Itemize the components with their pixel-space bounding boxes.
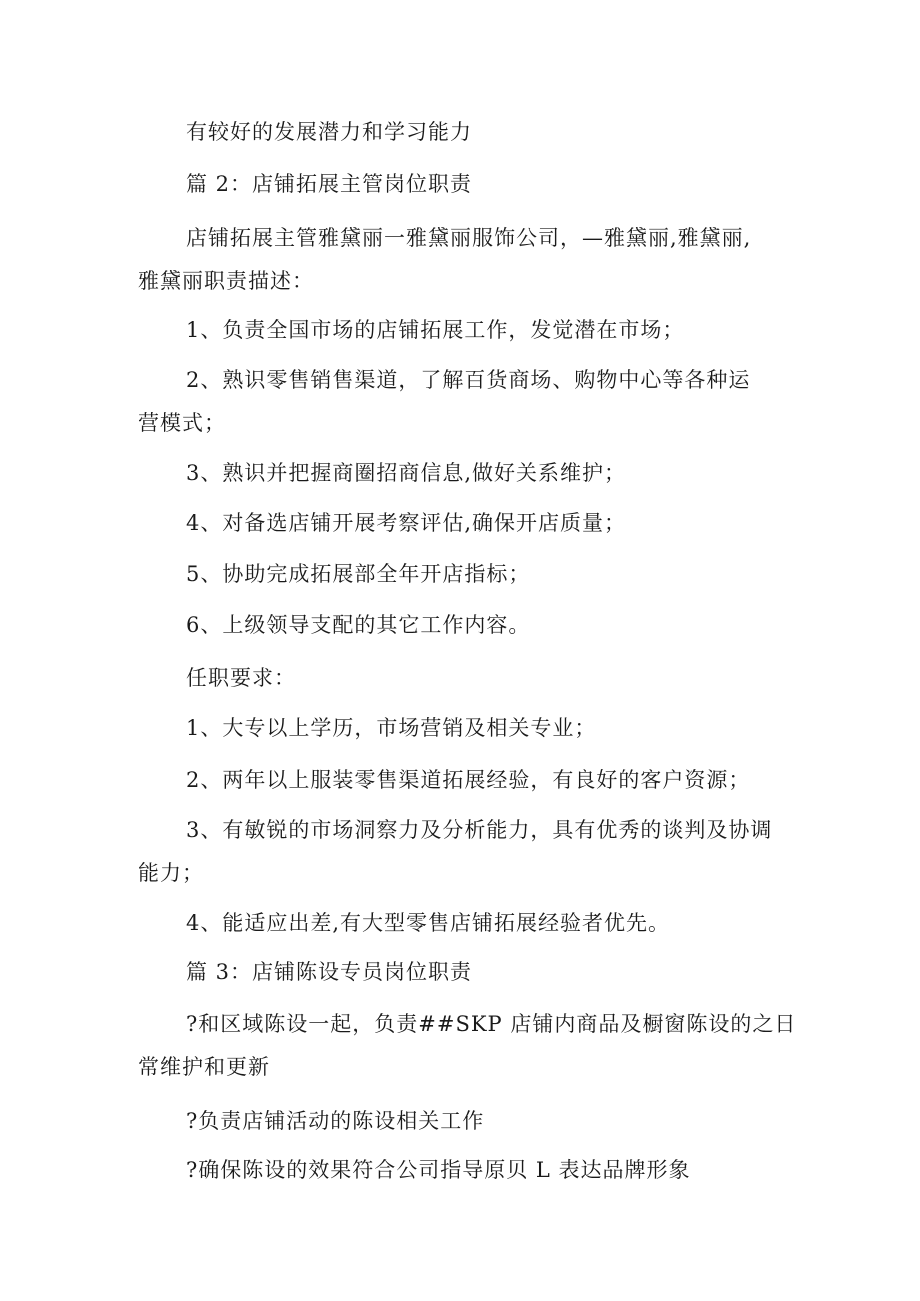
list-item: 1、大专以上学历，市场营销及相关专业； <box>186 716 597 740</box>
bullet-item: ?和区域陈设一起，负责##SKP 店铺内商品及橱窗陈设的之日 <box>186 1012 797 1036</box>
text-line: 店铺拓展主管雅黛丽一雅黛丽服饰公司，—雅黛丽,雅黛丽, <box>186 226 752 250</box>
list-item: 5、协助完成拓展部全年开店指标； <box>186 562 531 586</box>
list-item: 2、两年以上服装零售渠道拓展经验，有良好的客户资源； <box>186 768 751 792</box>
section-heading: 任职要求： <box>186 666 296 690</box>
list-item: 3、有敏锐的市场洞察力及分析能力，具有优秀的谈判及协调 <box>186 818 773 842</box>
list-item: 4、对备选店铺开展考察评估,确保开店质量； <box>186 511 627 535</box>
list-item: 1、负责全国市场的店铺拓展工作，发觉潜在市场； <box>186 318 685 342</box>
text-line: 常维护和更新 <box>138 1055 270 1079</box>
list-item: 3、熟识并把握商圈招商信息,做好关系维护； <box>186 461 627 485</box>
section-heading: 篇 3：店铺陈设专员岗位职责 <box>186 960 473 984</box>
list-item: 2、熟识零售销售渠道，了解百货商场、购物中心等各种运 <box>186 368 751 392</box>
list-item: 4、能适应出差,有大型零售店铺拓展经验者优先。 <box>186 911 671 935</box>
section-heading: 篇 2：店铺拓展主管岗位职责 <box>186 172 473 196</box>
text-line: 营模式； <box>138 411 226 435</box>
text-line: 有较好的发展潜力和学习能力 <box>186 120 472 144</box>
bullet-item: ?确保陈设的效果符合公司指导原贝 L 表达品牌形象 <box>186 1158 691 1182</box>
text-line: 雅黛丽职责描述： <box>138 269 314 293</box>
text-line: 能力； <box>138 861 204 885</box>
list-item: 6、上级领导支配的其它工作内容。 <box>186 613 531 637</box>
bullet-item: ?负责店铺活动的陈设相关工作 <box>186 1109 485 1133</box>
